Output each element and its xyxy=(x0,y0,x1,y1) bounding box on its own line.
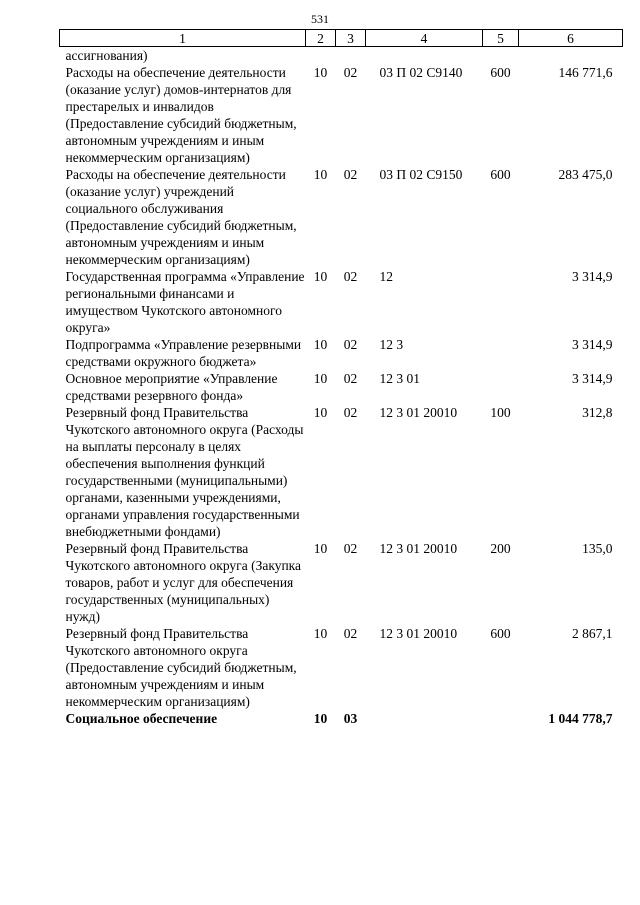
row-amount-cell: 3 314,9 xyxy=(572,337,613,352)
row-amount-cell: 135,0 xyxy=(582,541,613,556)
row-subsection-cell: 02 xyxy=(343,541,358,556)
row-amount-cell: 312,8 xyxy=(582,405,613,420)
row-section-cell: 10 xyxy=(313,711,328,726)
table-row xyxy=(60,166,623,268)
table-row xyxy=(60,47,623,65)
row-csr-cell: 12 xyxy=(379,269,393,284)
row-csr-cell xyxy=(366,47,483,65)
row-name-cell: Расходы на обеспечение деятельности (оказание услуг) домов-интернатов для престарелых и инвалидов (Предоставление субсидий бюджетным, автономным учреждениям и иным некоммерческим организациям) xyxy=(65,65,297,165)
row-section-cell: 10 xyxy=(313,541,328,556)
row-name-cell: Резервный фонд Правительства Чукотского автономного округа (Предоставление субсидий бюджетным, автономным учреждениям и иным некоммерческим организациям) xyxy=(65,626,297,709)
row-vr-cell xyxy=(483,370,519,404)
row-name-cell: ассигнования) xyxy=(65,48,148,63)
header-cell-csr: 4 xyxy=(366,30,483,47)
row-vr-cell: 200 xyxy=(490,541,511,556)
row-csr-cell: 03 П 02 С9150 xyxy=(379,167,463,182)
row-name-cell: Государственная программа «Управление региональными финансами и имуществом Чукотского автономного округа» xyxy=(65,269,305,335)
row-csr-cell: 03 П 02 С9140 xyxy=(379,65,463,80)
table-row xyxy=(60,370,623,404)
budget-table xyxy=(59,29,623,727)
table-body xyxy=(60,47,623,728)
row-amount-cell: 3 314,9 xyxy=(572,269,613,284)
row-section-cell: 10 xyxy=(313,337,328,352)
row-amount-cell: 1 044 778,7 xyxy=(548,711,613,726)
row-subsection-cell: 02 xyxy=(343,405,358,420)
row-amount-cell: 283 475,0 xyxy=(558,167,613,182)
header-cell-vr: 5 xyxy=(483,30,519,47)
row-name-cell: Расходы на обеспечение деятельности (оказание услуг) учреждений социального обслуживания (Предоставление субсидий бюджетным, автономным учреждениям и иным некоммерческим организациям) xyxy=(65,167,297,267)
row-vr-cell: 100 xyxy=(490,405,511,420)
page-number: 531 xyxy=(311,12,329,26)
table-header xyxy=(60,30,623,47)
row-csr-cell: 12 3 01 xyxy=(379,371,420,386)
row-subsection-cell: 02 xyxy=(343,269,358,284)
row-amount-cell: 146 771,6 xyxy=(558,65,613,80)
row-csr-cell: 12 3 01 20010 xyxy=(379,405,458,420)
row-name-cell: Резервный фонд Правительства Чукотского автономного округа (Закупка товаров, работ и услуг для обеспечения государственных (муниципальных) нужд) xyxy=(65,541,302,624)
row-vr-cell: 600 xyxy=(490,626,511,641)
row-name-cell: Подпрограмма «Управление резервными средствами окружного бюджета» xyxy=(65,337,302,369)
row-section-cell: 10 xyxy=(313,167,328,182)
row-section-cell: 10 xyxy=(313,269,328,284)
row-section-cell xyxy=(306,47,336,65)
row-subsection-cell: 02 xyxy=(343,65,358,80)
table-row xyxy=(60,404,623,540)
row-csr-cell: 12 3 01 20010 xyxy=(379,626,458,641)
row-csr-cell: 12 3 01 20010 xyxy=(379,541,458,556)
row-vr-cell xyxy=(483,336,519,370)
header-cell-subsection: 3 xyxy=(336,30,366,47)
header-cell-section: 2 xyxy=(306,30,336,47)
row-csr-cell: 12 3 xyxy=(379,337,404,352)
row-subsection-cell: 02 xyxy=(343,371,358,386)
row-name-cell: Основное мероприятие «Управление средствами резервного фонда» xyxy=(65,371,278,403)
row-name-cell: Резервный фонд Правительства Чукотского автономного округа (Расходы на выплаты персоналу в целях обеспечения выполнения функций государственными (муниципальными) органами, казенными учреждениями, органами управления государственными внебюджетными фондами) xyxy=(65,405,304,539)
row-section-cell: 10 xyxy=(313,626,328,641)
row-subsection-cell: 03 xyxy=(343,711,358,726)
row-subsection-cell: 02 xyxy=(343,626,358,641)
row-csr-cell xyxy=(366,710,483,727)
header-cell-amount: 6 xyxy=(519,30,623,47)
row-vr-cell: 600 xyxy=(490,167,511,182)
row-name-cell: Социальное обеспечение xyxy=(65,711,218,726)
table-row xyxy=(60,64,623,166)
table-row xyxy=(60,336,623,370)
table-row xyxy=(60,268,623,336)
row-section-cell: 10 xyxy=(313,65,328,80)
row-subsection-cell xyxy=(336,47,366,65)
row-vr-cell xyxy=(483,710,519,727)
row-section-cell: 10 xyxy=(313,405,328,420)
table-row xyxy=(60,625,623,710)
table-row xyxy=(60,710,623,727)
row-amount-cell: 3 314,9 xyxy=(572,371,613,386)
row-amount-cell xyxy=(519,47,623,65)
row-amount-cell: 2 867,1 xyxy=(572,626,613,641)
row-subsection-cell: 02 xyxy=(343,167,358,182)
header-cell-name: 1 xyxy=(60,30,306,47)
row-vr-cell xyxy=(483,47,519,65)
table-row xyxy=(60,540,623,625)
row-section-cell: 10 xyxy=(313,371,328,386)
row-vr-cell xyxy=(483,268,519,336)
row-vr-cell: 600 xyxy=(490,65,511,80)
header-row xyxy=(60,30,623,47)
row-subsection-cell: 02 xyxy=(343,337,358,352)
